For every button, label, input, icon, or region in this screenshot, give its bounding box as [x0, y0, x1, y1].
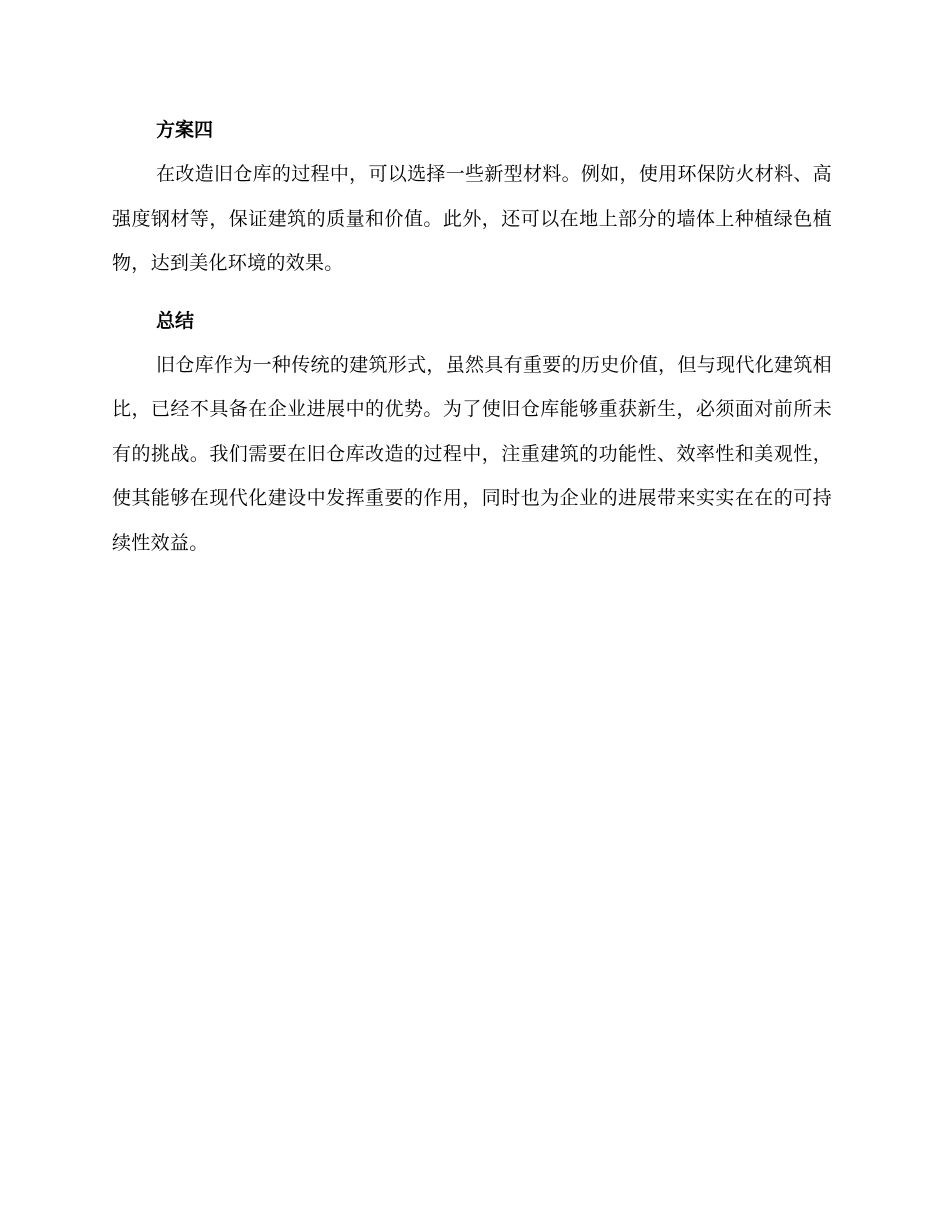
- section-heading: 方案四: [156, 119, 214, 141]
- section-paragraph: 旧仓库作为一种传统的建筑形式，虽然具有重要的历史价值，但与现代化建筑相比，已经不具备在企业进展中的优势。为了使旧仓库能够重获新生，必须面对前所未有的挑战。我们需要在旧仓库改造的过程中，注重建筑的功能性、效率性和美观性，使其能够在现代化建设中发挥重要的作用，同时也为企业的进展带来实实在在的可持续性效益。: [112, 353, 832, 554]
- section-heading: 总结: [156, 309, 195, 332]
- section-plan-four: [112, 108, 832, 286]
- section-summary: [112, 299, 832, 566]
- document-page: [112, 108, 832, 565]
- section-paragraph: 在改造旧仓库的过程中，可以选择一些新型材料。例如，使用环保防火材料、高强度钢材等，保证建筑的质量和价值。此外，还可以在地上部分的墙体上种植绿色植物，达到美化环境的效果。: [112, 163, 832, 274]
- section-divider-space: [112, 286, 832, 299]
